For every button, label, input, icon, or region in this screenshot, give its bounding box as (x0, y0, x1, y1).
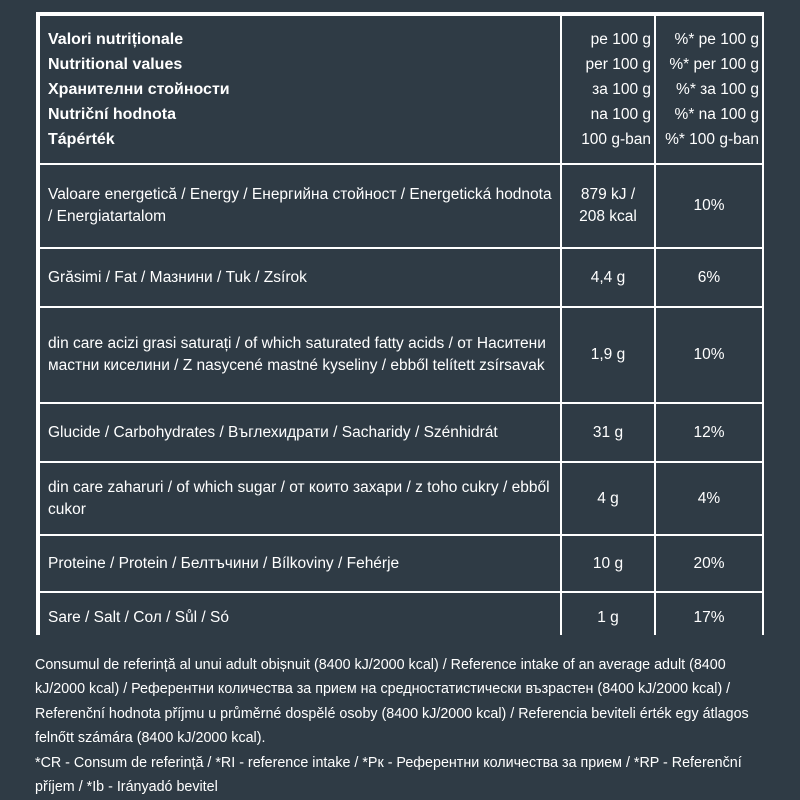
row-label-salt: Sare / Salt / Сол / Sůl / Só (40, 593, 560, 642)
row-value-energy: 879 kJ / 208 kcal (562, 165, 654, 247)
per-100g-bg: за 100 g (592, 81, 651, 98)
row-percent-salt: 17% (656, 593, 762, 642)
row-label-sugar: din care zaharuri / of which sugar / от които захари / z toho cukry / ebből cukor (40, 463, 560, 534)
table-row (40, 165, 762, 247)
row-label-carbohydrates: Glucide / Carbohydrates / Въглехидрати / Sacharidy / Szénhidrát (40, 404, 560, 461)
row-percent-fat: 6% (656, 249, 762, 306)
percent-hu: %* 100 g-ban (665, 131, 759, 148)
row-value-protein: 10 g (562, 536, 654, 591)
nutrition-table (38, 14, 764, 644)
reference-intake-note: Consumul de referință al unui adult obișnuit (8400 kJ/2000 kcal) / Reference intake of an average adult (8400 kJ/2000 kcal) / Референтни количества за прием на средностатистически възрастен (8400 kJ/2000 kcal) / Referenční hodnota příjmu u průměrné dospělé osoby (8400 kJ/2000 kcal) / Referencia beviteli érték egy átlagos felnőtt számára (8400 kJ/2000 kcal). (35, 657, 749, 747)
footnotes (35, 653, 763, 799)
nutrition-table-frame (36, 12, 764, 635)
table-row (40, 536, 762, 591)
header-percent-per-100g (656, 16, 762, 163)
header-label-en: Nutritional values (48, 56, 183, 73)
row-value-fat: 4,4 g (562, 249, 654, 306)
per-100g-hu: 100 g-ban (581, 131, 651, 148)
per-100g-ro: pe 100 g (590, 31, 651, 48)
row-value-carbohydrates: 31 g (562, 404, 654, 461)
percent-en: %* per 100 g (669, 56, 759, 73)
table-row (40, 404, 762, 461)
header-label-bg: Хранителни стойности (48, 81, 230, 98)
row-percent-protein: 20% (656, 536, 762, 591)
table-header-row (40, 16, 762, 163)
row-percent-energy: 10% (656, 165, 762, 247)
row-label-fat: Grăsimi / Fat / Мазнини / Tuk / Zsírok (40, 249, 560, 306)
percent-bg: %* за 100 g (676, 81, 759, 98)
row-label-protein: Proteine / Protein / Белтъчини / Bílkoviny / Fehérje (40, 536, 560, 591)
header-label-hu: Tápérték (48, 131, 115, 148)
header-labels (40, 16, 560, 163)
row-label-energy: Valoare energetică / Energy / Енергийна стойност / Energetická hodnota / Energiatartalom (40, 165, 560, 247)
table-row (40, 593, 762, 642)
row-value-salt: 1 g (562, 593, 654, 642)
abbreviations-note: *CR - Consum de referință / *RI - reference intake / *Рк - Референтни количества за прием / *RP - Referenční příjem / *Ib - Irányadó bevitel (35, 754, 742, 796)
table-row (40, 249, 762, 306)
row-label-saturated: din care acizi grasi saturați / of which saturated fatty acids / от Наситени мастни киселини / Z nasycené mastné kyseliny / ebből telített zsírsavak (40, 308, 560, 402)
per-100g-cz: na 100 g (590, 106, 651, 123)
header-label-cz: Nutriční hodnota (48, 106, 176, 123)
percent-cz: %* na 100 g (674, 106, 759, 123)
per-100g-en: per 100 g (585, 56, 651, 73)
row-percent-sugar: 4% (656, 463, 762, 534)
table-row (40, 463, 762, 534)
table-row (40, 308, 762, 402)
header-per-100g (562, 16, 654, 163)
percent-ro: %* pe 100 g (674, 31, 759, 48)
row-value-sugar: 4 g (562, 463, 654, 534)
header-label-ro: Valori nutriționale (48, 31, 184, 48)
row-percent-saturated: 10% (656, 308, 762, 402)
row-percent-carbohydrates: 12% (656, 404, 762, 461)
row-value-saturated: 1,9 g (562, 308, 654, 402)
